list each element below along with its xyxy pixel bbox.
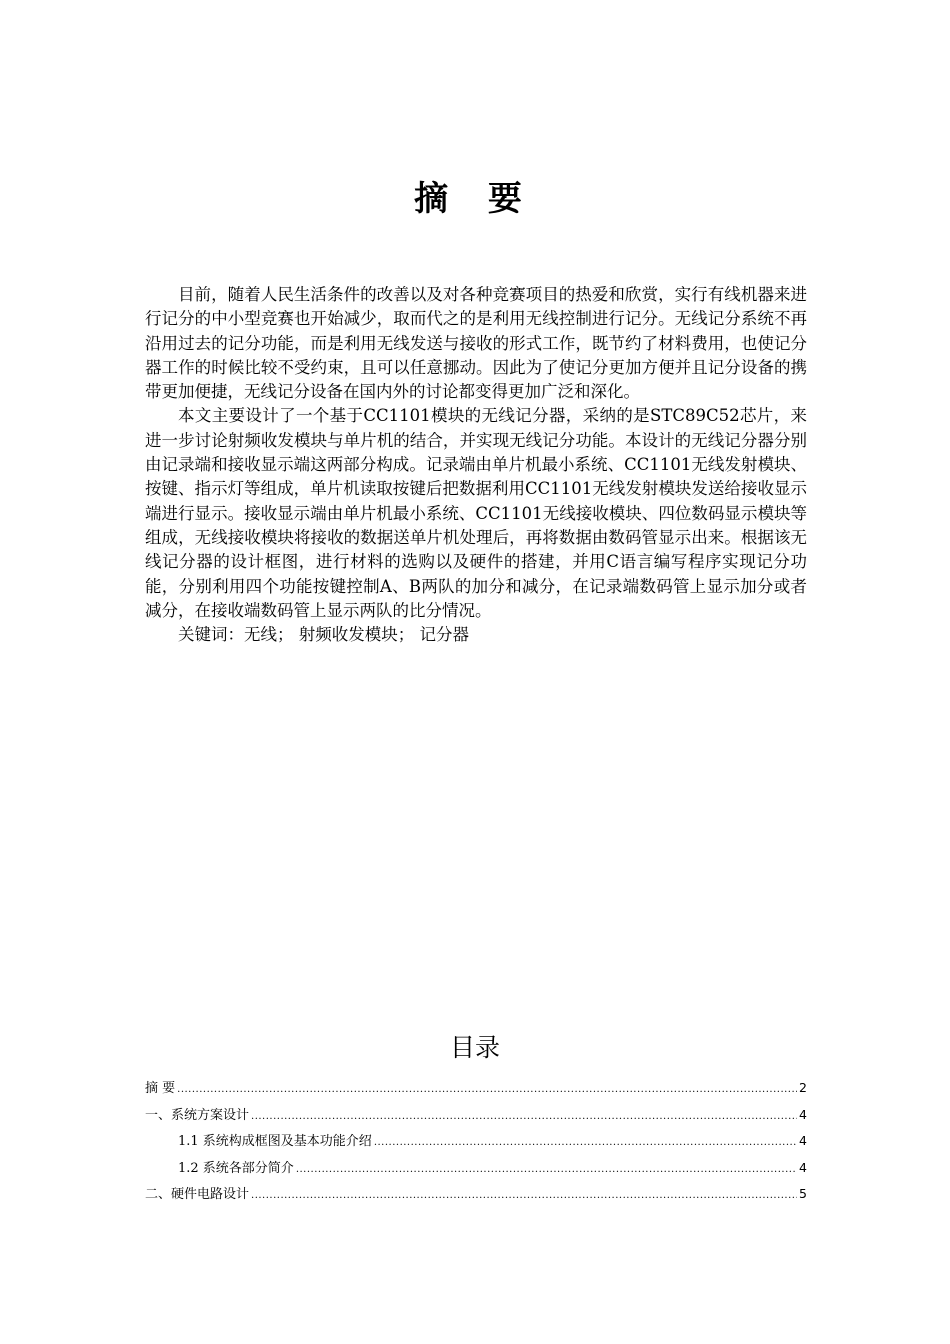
toc-leader-dots [374,1131,797,1156]
toc-entry-label: 二、硬件电路设计 [145,1187,250,1202]
table-of-contents [145,1076,807,1209]
toc-leader-dots [251,1184,797,1209]
keywords-list: 无线； 射频收发模块； 记分器 [244,625,469,645]
toc-title: 目录 [449,1033,500,1062]
toc-entry-system-design[interactable] [145,1103,807,1130]
abstract-paragraph-1: 目前，随着人民生活条件的改善以及对各种竞赛项目的热爱和欣赏，实行有线机器来进行记分的中小型竞赛也开始减少，取而代之的是利用无线控制进行记分。无线记分系统不再沿用过去的记分功能，而是利用无线发送与接收的形式工作，既节约了材料费用，也使记分器工作的时候比较不受约束，且可以任意挪动。因此为了使记分更加方便并且记分设备的携带更加便捷，无线记分设备在国内外的讨论都变得更加广泛和深化。 [145,285,807,402]
toc-entry-label: 1.1 系统构成框图及基本功能介绍 [178,1134,372,1149]
toc-entry-abstract[interactable] [145,1076,807,1103]
toc-entry-page: 4 [799,1159,807,1175]
abstract-body [145,283,807,647]
toc-entry-label: 1.2 系统各部分简介 [178,1160,294,1176]
toc-entry-page: 4 [799,1106,807,1122]
toc-entry-1-2[interactable] [145,1156,807,1183]
abstract-paragraph-2: 本文主要设计了一个基于CC1101模块的无线记分器，采纳的是STC89C52芯片，来进一步讨论射频收发模块与单片机的结合，并实现无线记分功能。本设计的无线记分器分别由记录端和接收显示端这两部分构成。记录端由单片机最小系统、CC1101无线发射模块、按键、指示灯等组成，单片机读取按键后把数据利用CC1101无线发射模块发送给接收显示端进行显示。接收显示端由单片机最小系统、CC1101无线接收模块、四位数码显示模块等组成，无线接收模块将接收的数据送单片机处理后，再将数据由数码管显示出来。根据该无线记分器的设计框图，进行材料的选购以及硬件的搭建，并用C语言编写程序实现记分功能，分别利用四个功能按键控制A、B两队的加分和减分，在记录端数码管上显示加分或者减分，在接收端数码管上显示两队的比分情况。 [145,406,807,620]
toc-entry-1-1[interactable] [145,1129,807,1156]
toc-leader-dots [296,1158,797,1183]
toc-leader-dots [177,1078,797,1103]
toc-entry-hardware-design[interactable] [145,1182,807,1209]
toc-entry-page: 5 [799,1186,807,1201]
keywords-line [145,623,807,647]
toc-leader-dots [251,1105,797,1130]
toc-entry-page: 4 [799,1133,807,1148]
keywords-label: 关键词： [178,625,244,645]
toc-entry-label: 一、系统方案设计 [145,1107,250,1123]
toc-entry-page: 2 [799,1080,807,1095]
abstract-title: 摘 要 [414,178,536,219]
toc-entry-label: 摘 要 [145,1081,176,1096]
